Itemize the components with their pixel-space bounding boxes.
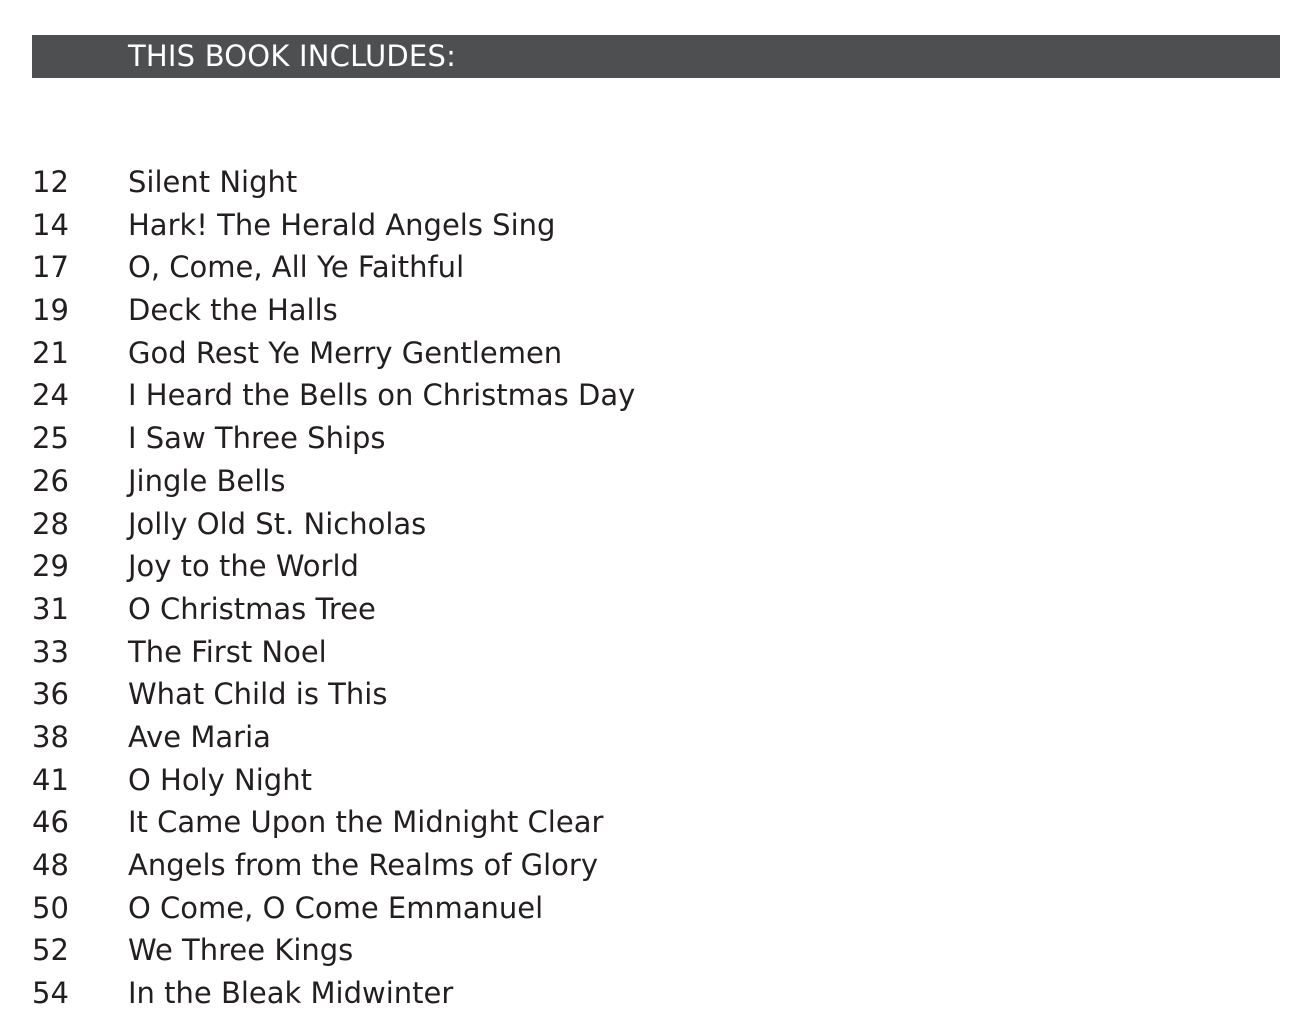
toc-page-number: 31 — [32, 591, 69, 626]
toc-item — [32, 887, 635, 930]
toc-item — [32, 801, 635, 844]
toc-song-title: In the Bleak Midwinter — [128, 976, 454, 1011]
toc-song-title: Silent Night — [128, 165, 298, 199]
toc-item — [32, 972, 635, 1015]
toc-song-title: We Three Kings — [128, 933, 354, 968]
toc-song-title: God Rest Ye Merry Gentlemen — [128, 335, 563, 370]
toc-song-title: I Heard the Bells on Christmas Day — [128, 378, 636, 413]
toc-page-number: 33 — [32, 634, 69, 669]
toc-song-title: O, Come, All Ye Faithful — [128, 250, 465, 285]
toc-page-number: 46 — [32, 805, 69, 840]
toc-item — [32, 374, 635, 417]
toc-item — [32, 460, 635, 503]
toc-page-number: 12 — [32, 165, 69, 199]
toc-song-title: I Saw Three Ships — [128, 421, 386, 456]
toc-item — [32, 588, 635, 631]
toc-item — [32, 246, 635, 289]
header-bar — [32, 35, 1280, 78]
header-title: THIS BOOK INCLUDES: — [128, 39, 457, 73]
toc-song-title: Joy to the World — [128, 549, 359, 584]
toc-page-number: 24 — [32, 378, 69, 413]
toc-page-number: 14 — [32, 207, 69, 242]
toc-item — [32, 545, 635, 588]
toc-item — [32, 844, 635, 887]
toc-item — [32, 417, 635, 460]
toc-song-title: O Come, O Come Emmanuel — [128, 890, 544, 925]
toc-item — [32, 332, 635, 375]
toc-item — [32, 673, 635, 716]
toc-page-number: 28 — [32, 506, 69, 541]
toc-song-title: O Holy Night — [128, 762, 312, 797]
toc-page-number: 38 — [32, 719, 69, 754]
toc-page-number: 25 — [32, 421, 69, 456]
toc-song-title: Jingle Bells — [128, 463, 286, 498]
toc-page-number: 50 — [32, 890, 69, 925]
toc-item — [32, 503, 635, 546]
toc-page-number: 26 — [32, 463, 69, 498]
table-of-contents — [32, 161, 635, 1015]
toc-song-title: What Child is This — [128, 677, 388, 712]
toc-item — [32, 204, 635, 247]
toc-page-number: 17 — [32, 250, 69, 285]
toc-page-number: 52 — [32, 933, 69, 968]
toc-song-title: Hark! The Herald Angels Sing — [128, 207, 556, 242]
toc-item — [32, 631, 635, 674]
toc-page-number: 41 — [32, 762, 69, 797]
toc-song-title: O Christmas Tree — [128, 591, 376, 626]
toc-item — [32, 161, 635, 204]
toc-page-number: 19 — [32, 293, 69, 328]
toc-song-title: It Came Upon the Midnight Clear — [128, 805, 604, 840]
toc-page-number: 29 — [32, 549, 69, 584]
toc-item — [32, 929, 635, 972]
toc-item — [32, 716, 635, 759]
toc-page-number: 36 — [32, 677, 69, 712]
toc-song-title: Ave Maria — [128, 719, 271, 754]
toc-song-title: The First Noel — [128, 634, 327, 669]
toc-page-number: 21 — [32, 335, 69, 370]
toc-song-title: Deck the Halls — [128, 293, 338, 328]
toc-item — [32, 759, 635, 802]
toc-song-title: Angels from the Realms of Glory — [128, 848, 598, 882]
toc-song-title: Jolly Old St. Nicholas — [128, 506, 427, 541]
toc-page-number: 54 — [32, 976, 69, 1011]
toc-page-number: 48 — [32, 848, 69, 882]
toc-item — [32, 289, 635, 332]
